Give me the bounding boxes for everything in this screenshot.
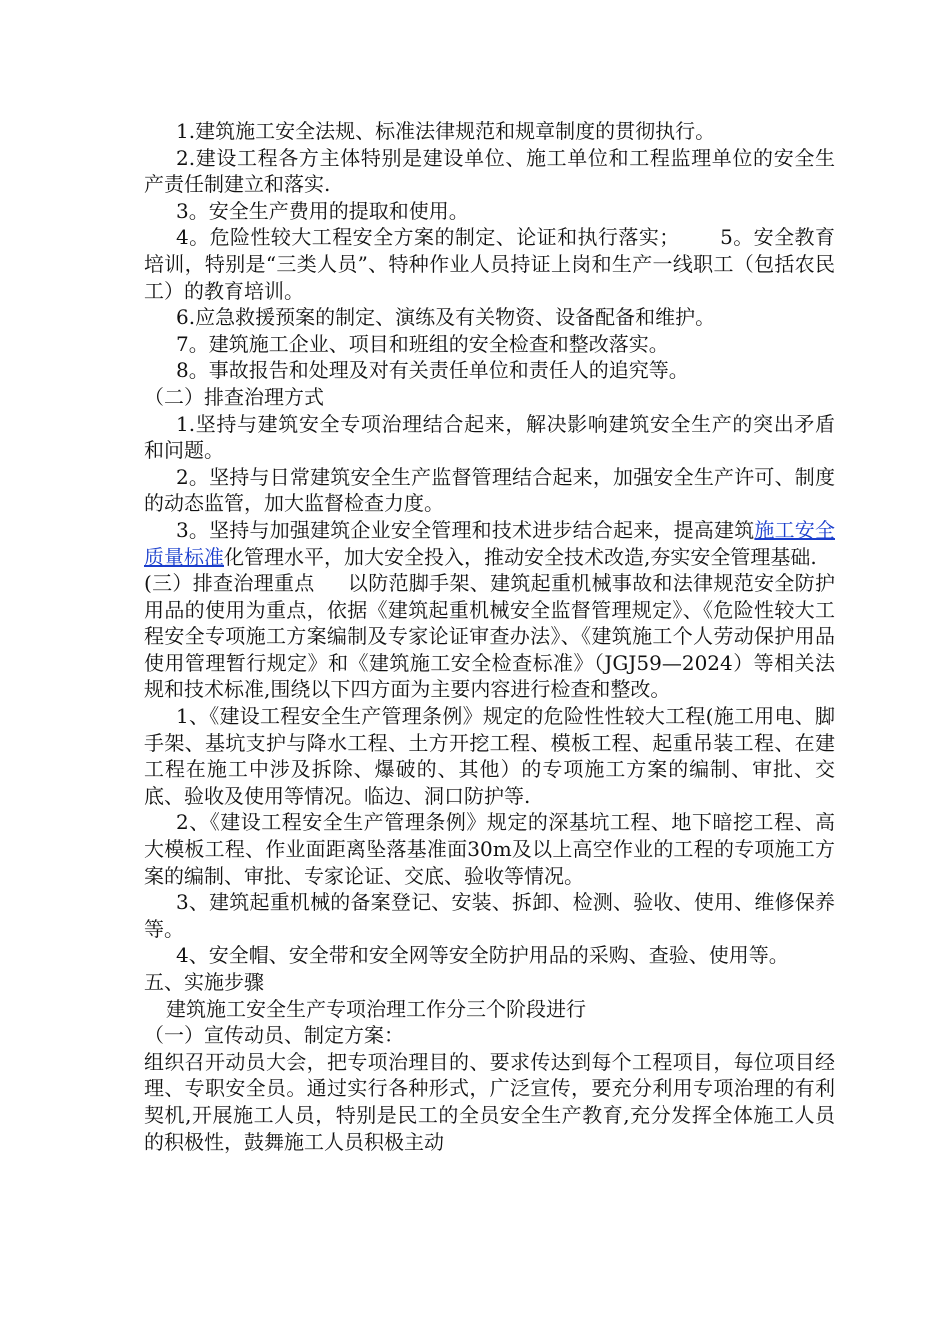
section2-paragraph-1: 1.坚持与建筑安全专项治理结合起来，解决影响建筑安全生产的突出矛盾和问题。 xyxy=(144,411,835,463)
section3-item-3: 3、建筑起重机械的备案登记、安装、拆卸、检测、验收、使用、维修保养等。 xyxy=(144,890,835,941)
item-1: 1.建筑施工安全法规、标准法律规范和规章制度的贯彻执行。 xyxy=(176,119,716,143)
item-3: 3。安全生产费用的提取和使用。 xyxy=(176,198,469,223)
section-heading-2: （二）排查治理方式 xyxy=(144,384,324,409)
section3-item-2: 2、《建设工程安全生产管理条例》规定的深基坑工程、地下暗挖工程、高大模板工程、作业面距离坠落基准面30m及以上高空作业的工程的专项施工方案的编制、审批、专家论证、交底、验收等情况。 xyxy=(144,810,835,888)
section3-paragraph: (三）排查治理重点 以防范脚手架、建筑起重机械事故和法律规范安全防护用品的使用为重点，依据《建筑起重机械安全监督管理规定》、《危险性较大工程安全专项施工方案编制及专家论证审查办法》、《建筑施工个人劳动保护用品使用管理暂行规定》和《建筑施工安全检查标准》（JGJ59—2024）等相关法规和技术标准,围绕以下四方面为主要内容进行检查和整改。 xyxy=(144,571,835,702)
section3-item-4: 4、安全帽、安全带和安全网等安全防护用品的采购、查验、使用等。 xyxy=(176,943,789,968)
section5-body: 组织召开动员大会，把专项治理目的、要求传达到每个工程项目，每位项目经理、专职安全员。通过实行各种形式，广泛宣传，要充分利用专项治理的有利契机,开展施工人员，特别是民工的全员安全生产教育,充分发挥全体施工人员的积极性，鼓舞施工人员积极主动 xyxy=(144,1049,835,1154)
section5-subheading-1: （一）宣传动员、制定方案： xyxy=(144,1023,404,1048)
section2-paragraph-3 xyxy=(144,517,835,570)
paragraph-text: 3。坚持与加强建筑企业安全管理和技术进步结合起来，提高建筑 xyxy=(176,517,755,542)
item-7: 7。建筑施工企业、项目和班组的安全检查和整改落实。 xyxy=(176,331,669,356)
section-heading-5: 五、实施步骤 xyxy=(144,970,264,994)
item-6: 6.应急救援预案的制定、演练及有关物资、设备配备和维护。 xyxy=(176,305,716,330)
section3-item-1: 1、《建设工程安全生产管理条例》规定的危险性性较大工程(施工用电、脚手架、基坑支护与降水工程、土方开挖工程、模板工程、起重吊装工程、在建工程在施工中涉及拆除、爆破的、其他）的专项施工方案的编制、审批、交底、验收及使用等情况。临边、洞口防护等. xyxy=(144,704,835,808)
quality-standard-link[interactable]: 施工安全质量标准 xyxy=(144,517,835,569)
paragraph-text: 化管理水平，加大安全投入，推动安全技术改造,夯实安全管理基础. xyxy=(224,544,817,569)
item-8: 8。事故报告和处理及对有关责任单位和责任人的追究等。 xyxy=(176,358,689,383)
item-2: 2.建设工程各方主体特别是建设单位、施工单位和工程监理单位的安全生产责任制建立和落实. xyxy=(144,145,835,197)
section2-paragraph-2: 2。坚持与日常建筑安全生产监督管理结合起来，加强安全生产许可、制度的动态监管，加大监督检查力度。 xyxy=(144,464,835,516)
section5-intro: 建筑施工安全生产专项治理工作分三个阶段进行 xyxy=(166,996,586,1021)
item-4-5: 4。危险性较大工程安全方案的制定、论证和执行落实； 5。安全教育培训，特别是“三类人员”、特种作业人员持证上岗和生产一线职工（包括农民工）的教育培训。 xyxy=(144,225,835,303)
